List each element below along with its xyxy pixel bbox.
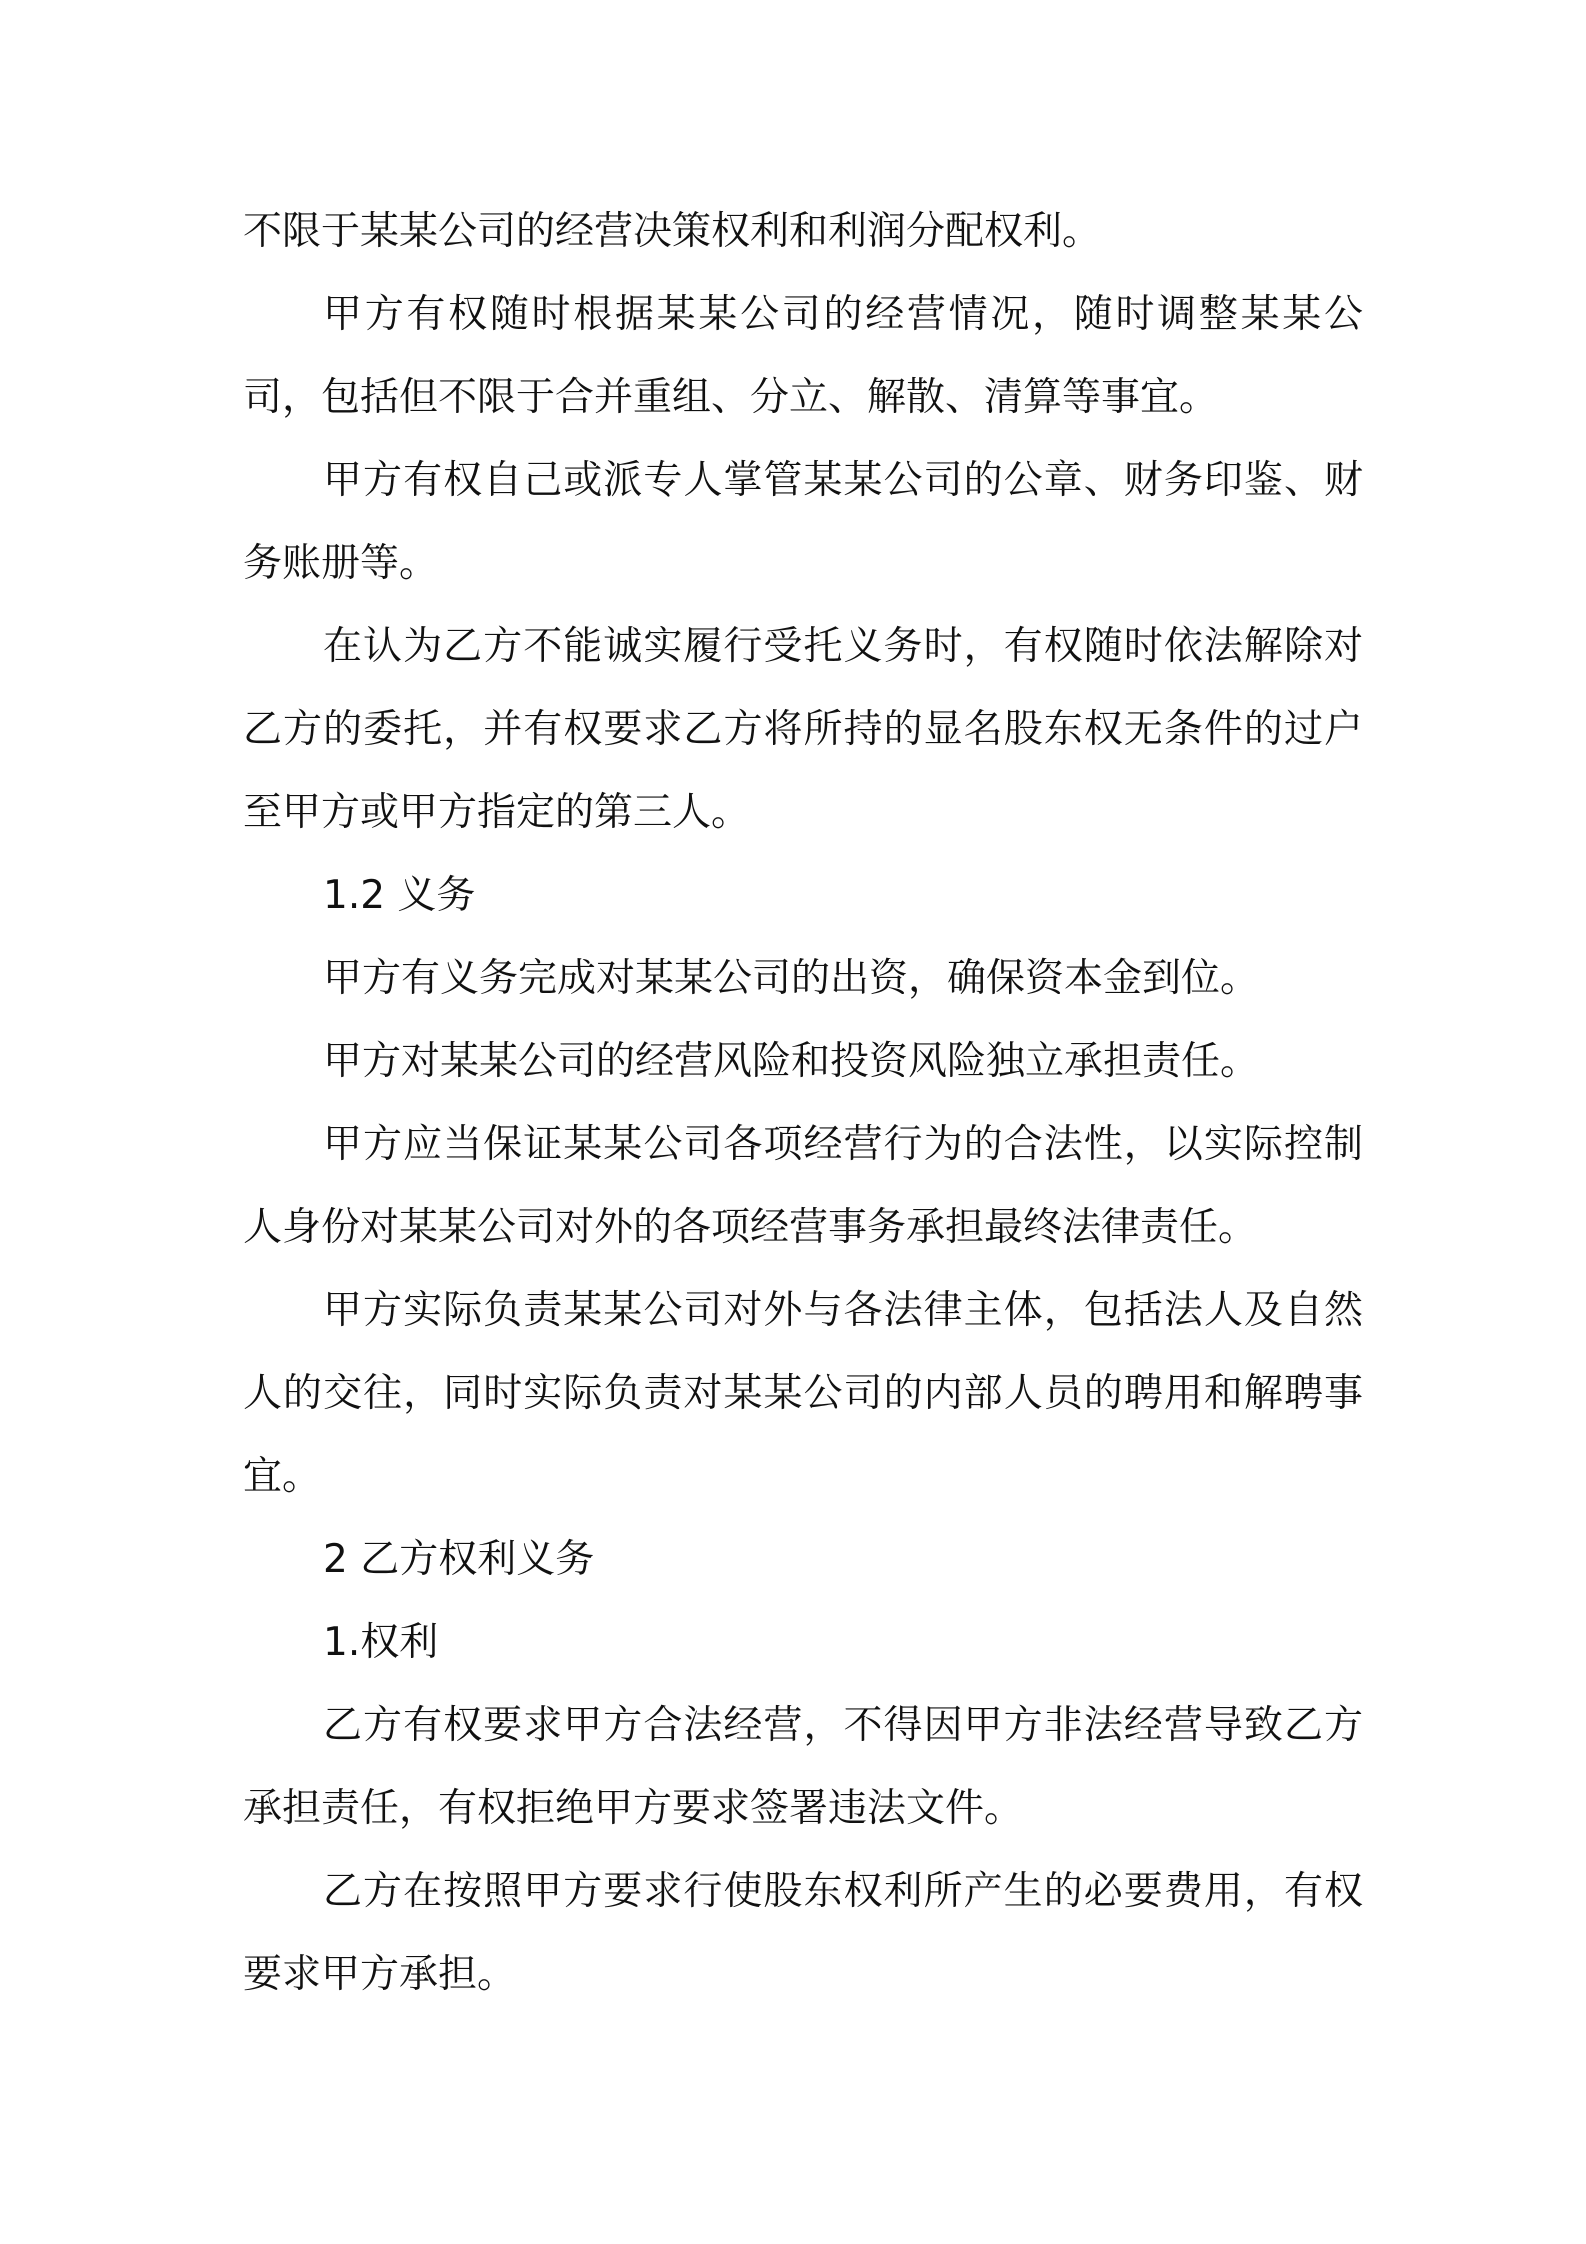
paragraph-terminate-entrustment: 在认为乙方不能诚实履行受托义务时，有权随时依法解除对乙方的委托，并有权要求乙方将所持的显名股东权无条件的过户至甲方或甲方指定的第三人。 bbox=[243, 624, 1363, 835]
paragraph-risk-liability: 甲方对某某公司的经营风险和投资风险独立承担责任。 bbox=[323, 1039, 1260, 1084]
section-heading-rights: 1.权利 bbox=[323, 1620, 439, 1665]
document-body bbox=[243, 190, 1363, 2016]
paragraph-external-relations: 甲方实际负责某某公司对外与各法律主体，包括法人及自然人的交往，同时实际负责对某某公司的内部人员的聘用和解聘事宜。 bbox=[243, 1288, 1363, 1499]
paragraph-adjust-company: 甲方有权随时根据某某公司的经营情况，随时调整某某公司，包括但不限于合并重组、分立、解散、清算等事宜。 bbox=[243, 292, 1363, 420]
paragraph-legality: 甲方应当保证某某公司各项经营行为的合法性，以实际控制人身份对某某公司对外的各项经营事务承担最终法律责任。 bbox=[243, 1122, 1363, 1250]
section-heading-party-b: 2 乙方权利义务 bbox=[323, 1537, 595, 1582]
paragraph-continuation: 不限于某某公司的经营决策权利和利润分配权利。 bbox=[243, 209, 1102, 254]
paragraph-lawful-operation: 乙方有权要求甲方合法经营，不得因甲方非法经营导致乙方承担责任，有权拒绝甲方要求签署违法文件。 bbox=[243, 1703, 1363, 1831]
section-heading-obligations: 1.2 义务 bbox=[323, 873, 476, 918]
paragraph-expenses: 乙方在按照甲方要求行使股东权利所产生的必要费用，有权要求甲方承担。 bbox=[243, 1869, 1363, 1997]
paragraph-capital-contribution: 甲方有义务完成对某某公司的出资，确保资本金到位。 bbox=[323, 956, 1260, 1001]
paragraph-seal-custody: 甲方有权自己或派专人掌管某某公司的公章、财务印鉴、财务账册等。 bbox=[243, 458, 1363, 586]
